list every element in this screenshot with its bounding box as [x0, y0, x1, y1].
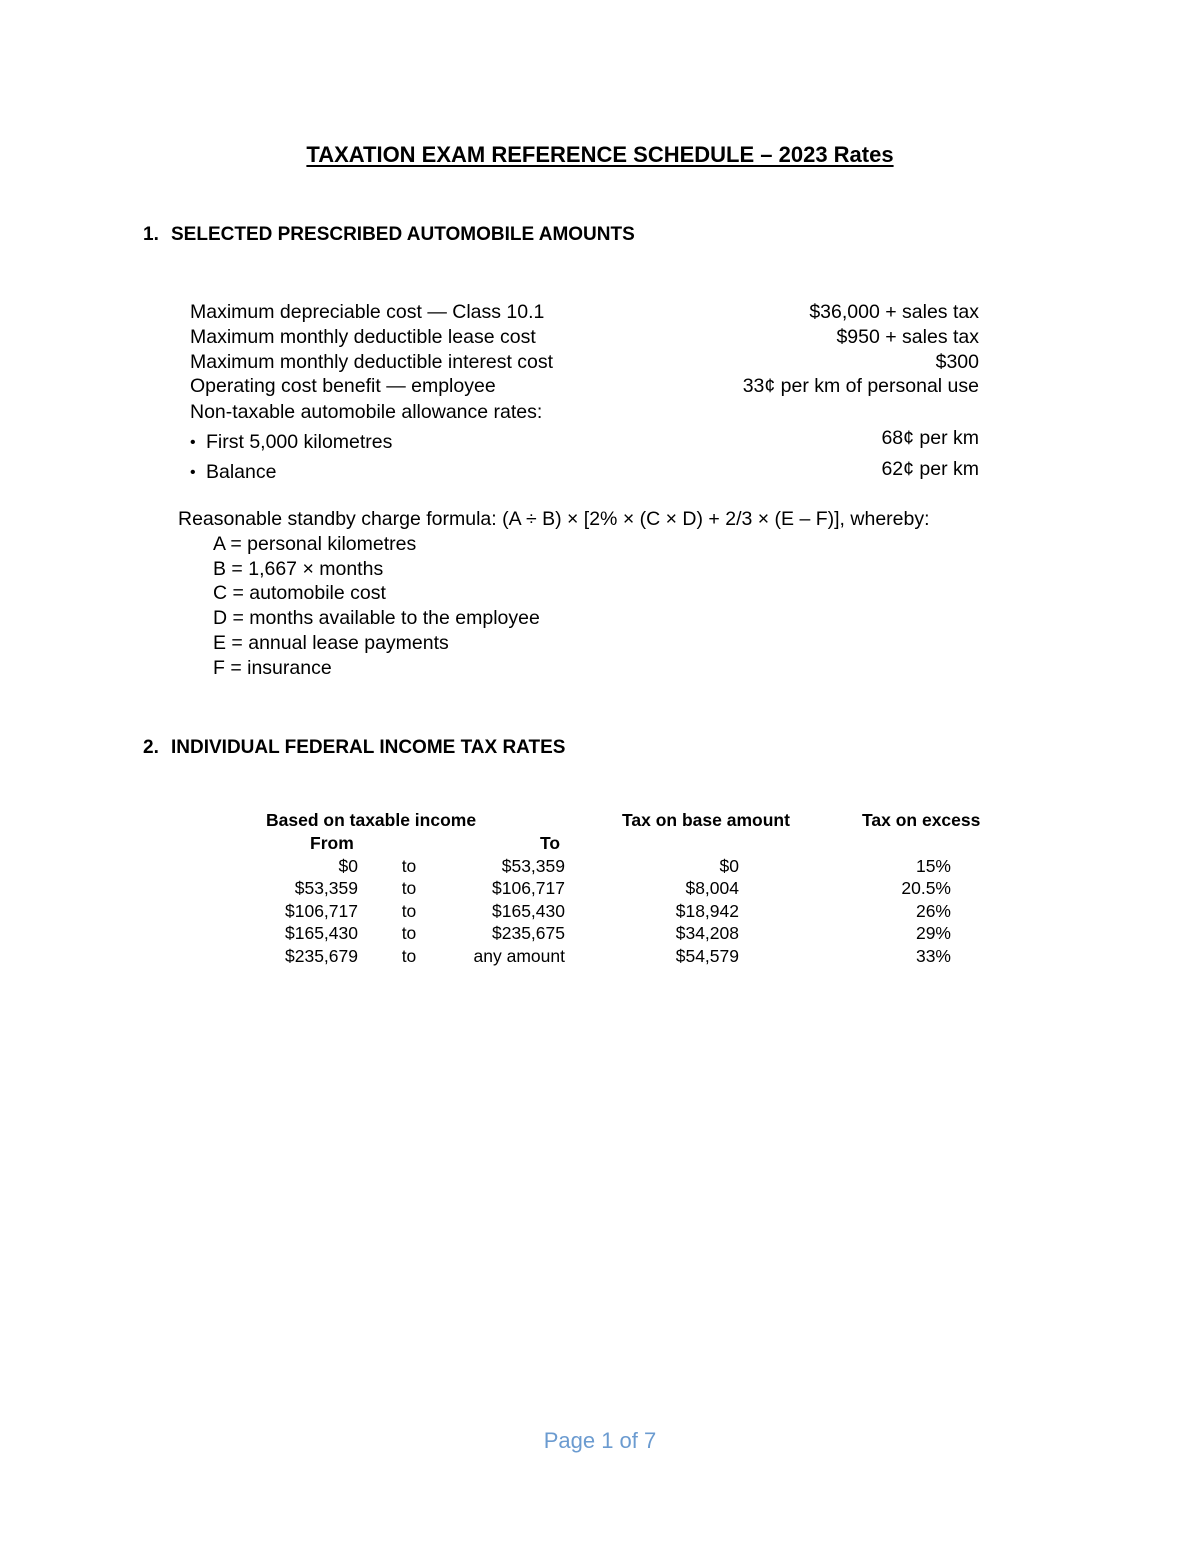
section-1-title: SELECTED PRESCRIBED AUTOMOBILE AMOUNTS	[171, 224, 635, 245]
header-tax-excess: Tax on excess	[862, 810, 981, 830]
cell-from: $235,679	[285, 946, 358, 966]
formula-variable: A = personal kilometres	[213, 533, 417, 555]
cell-sep: to	[401, 923, 417, 943]
header-to: To	[540, 833, 561, 853]
cell-base: $0	[719, 856, 739, 876]
allowance-bullet	[190, 461, 276, 484]
auto-row-value: 33¢ per km of personal use	[742, 375, 979, 397]
cell-base: $34,208	[675, 923, 739, 943]
header-based-on: Based on taxable income	[266, 810, 477, 830]
bullet-label: First 5,000 kilometres	[206, 431, 393, 453]
cell-to: $235,675	[492, 923, 565, 943]
auto-row-label: Maximum monthly deductible lease cost	[190, 326, 536, 348]
auto-row-label: Maximum depreciable cost — Class 10.1	[190, 301, 545, 323]
header-from: From	[310, 833, 354, 853]
section-2-number: 2.	[143, 737, 159, 758]
cell-from: $53,359	[294, 878, 358, 898]
formula-variable: C = automobile cost	[213, 582, 386, 604]
cell-sep: to	[401, 856, 417, 876]
section-1-heading	[143, 224, 635, 246]
bullet-icon: •	[190, 464, 196, 481]
page-number: Page 1 of 7	[543, 1428, 657, 1453]
standby-charge-formula: Reasonable standby charge formula: (A ÷ B) × [2% × (C × D) + 2/3 × (E – F)], whereby:	[178, 508, 930, 530]
bullet-icon: •	[190, 434, 196, 451]
cell-to: $106,717	[492, 878, 565, 898]
cell-excess: 26%	[915, 901, 951, 921]
auto-row-label: Operating cost benefit — employee	[190, 375, 496, 397]
auto-row-value: $36,000 + sales tax	[809, 301, 979, 323]
bullet-value: 62¢ per km	[881, 458, 979, 480]
cell-base: $8,004	[685, 878, 739, 898]
formula-variable: D = months available to the employee	[213, 607, 540, 629]
cell-to: $53,359	[501, 856, 565, 876]
cell-sep: to	[401, 878, 417, 898]
formula-variable: E = annual lease payments	[213, 632, 449, 654]
section-2-heading	[143, 737, 565, 759]
auto-row-value: $300	[935, 351, 979, 373]
cell-to: any amount	[473, 946, 565, 966]
cell-base: $54,579	[675, 946, 739, 966]
auto-row-label: Maximum monthly deductible interest cost	[190, 351, 554, 373]
cell-sep: to	[401, 946, 417, 966]
cell-excess: 20.5%	[901, 878, 951, 898]
cell-sep: to	[401, 901, 417, 921]
cell-excess: 15%	[915, 856, 951, 876]
cell-to: $165,430	[492, 901, 565, 921]
allowance-bullet	[190, 431, 392, 454]
auto-row-value: $950 + sales tax	[836, 326, 979, 348]
formula-variable: F = insurance	[213, 657, 332, 679]
section-1-number: 1.	[143, 224, 159, 245]
auto-row-label: Non-taxable automobile allowance rates:	[190, 401, 543, 423]
header-tax-base: Tax on base amount	[622, 810, 790, 830]
formula-variable: B = 1,667 × months	[213, 558, 384, 580]
bullet-value: 68¢ per km	[881, 427, 979, 449]
page-title: TAXATION EXAM REFERENCE SCHEDULE – 2023 Rates	[306, 142, 894, 167]
cell-excess: 29%	[915, 923, 951, 943]
cell-base: $18,942	[675, 901, 739, 921]
bullet-label: Balance	[206, 461, 277, 483]
cell-from: $106,717	[285, 901, 358, 921]
section-2-title: INDIVIDUAL FEDERAL INCOME TAX RATES	[171, 737, 566, 758]
cell-excess: 33%	[915, 946, 951, 966]
cell-from: $165,430	[285, 923, 358, 943]
cell-from: $0	[338, 856, 358, 876]
